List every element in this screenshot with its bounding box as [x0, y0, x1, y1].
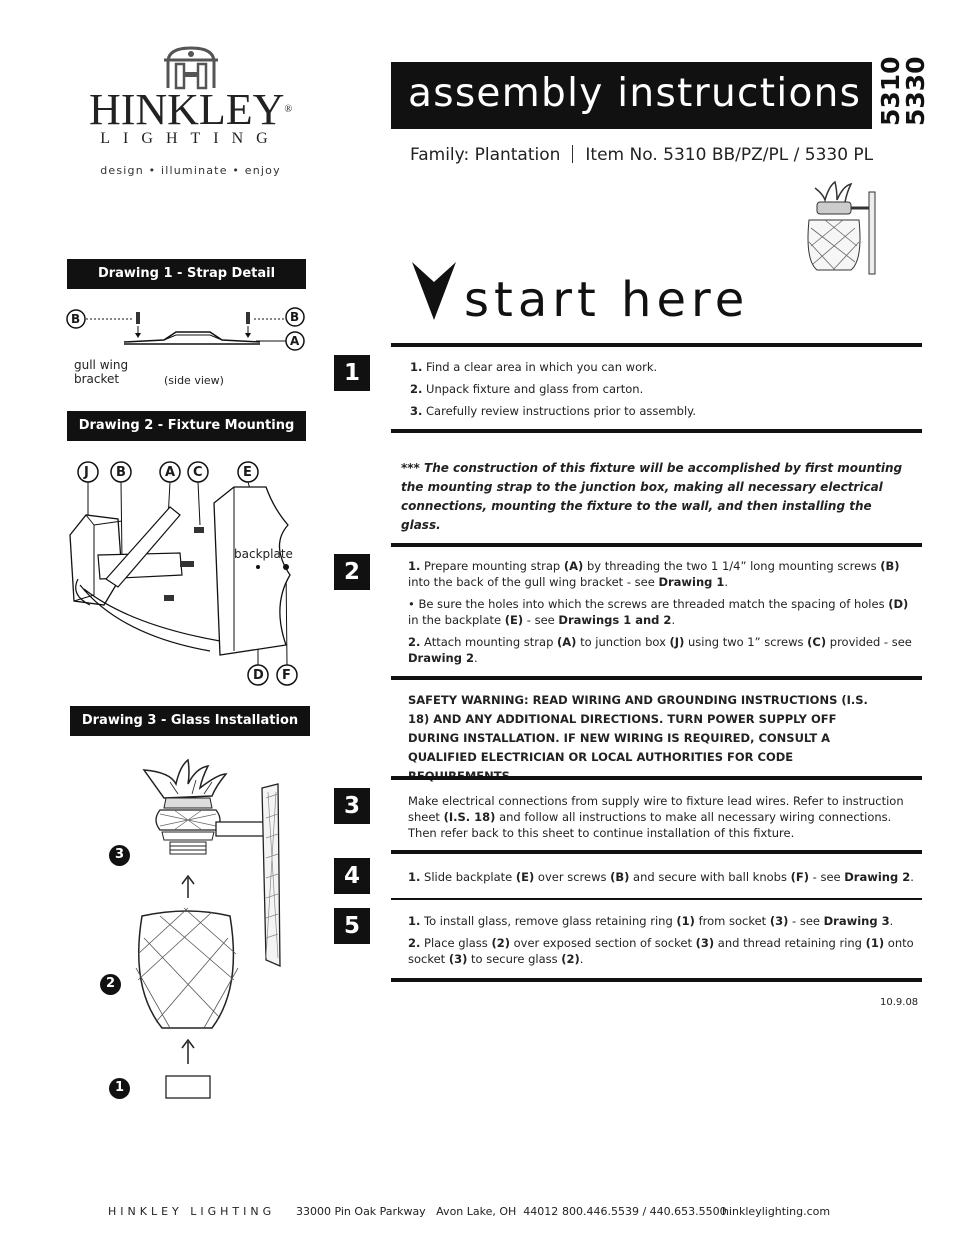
callout-e: E: [243, 465, 252, 480]
drawing-1-title: Drawing 1 - Strap Detail: [67, 259, 306, 289]
rule-4: [391, 676, 922, 680]
drawing-2-title: Drawing 2 - Fixture Mounting: [67, 411, 306, 441]
callout-1: 1: [115, 1080, 125, 1095]
drawing-3-title: Drawing 3 - Glass Installation: [70, 706, 310, 736]
logo-lighting: LIGHTING: [100, 130, 281, 147]
callout-3: 3: [115, 847, 125, 862]
callout-a: A: [165, 465, 176, 480]
rule-5: [391, 776, 922, 780]
construction-notice: *** The construction of this fixture will be accomplished by first mounting the mounting strap to the junction box, making all necessary electrical connections, mounting the fixture to the wall, and then installing the glass.: [401, 461, 903, 532]
callout-b-left: B: [71, 312, 81, 326]
footer-phone: 800.446.5539 / 440.653.5500: [562, 1205, 727, 1218]
start-arrow-icon: [412, 262, 458, 322]
rule-7: [391, 898, 922, 900]
rule-3: [391, 543, 922, 547]
step-3-badge: 3: [334, 788, 370, 824]
logo-tagline: design • illuminate • enjoy: [100, 164, 281, 177]
step-1-badge: 1: [334, 355, 370, 391]
callout-b-right: B: [290, 310, 300, 324]
step-2-badge: 2: [334, 554, 370, 590]
step-1-text: [410, 359, 910, 425]
family-name: Family: Plantation: [410, 145, 561, 165]
gull-wing-label: gull wing bracket: [74, 358, 129, 386]
footer-brand: HINKLEY LIGHTING: [108, 1205, 276, 1218]
drawing-2-fixture-mounting: [60, 455, 320, 691]
safety-warning: SAFETY WARNING: READ WIRING AND GROUNDING INSTRUCTIONS (I.S. 18) AND ANY ADDITIONAL DIRECTIONS. TURN POWER SUPPLY OFF DURING INSTALLATION. IF NEW WIRING IS REQUIRED, CONSULT A QUALIFIED ELECTRICIAN OR LOCAL AUTHORITIES FOR CODE: [408, 693, 868, 764]
item-no: Item No. 5310 BB/PZ/PL / 5330 PL: [585, 145, 874, 165]
step-2-para-1: 1. Prepare mounting strap (A) by threading the two 1 1/4” long mounting screws (B) into the back of the gull wing bracket - see Drawing 1.: [408, 559, 900, 589]
drawing-1-strap-detail: [60, 300, 320, 360]
backplate-label: backplate: [234, 547, 293, 561]
rule-2: [391, 429, 922, 433]
callout-j: J: [84, 465, 89, 480]
step-2-para-2: • Be sure the holes into which the screws are threaded match the spacing of holes (D) in the backplate (E) - see Drawings 1 and 2.: [408, 597, 909, 627]
drawing-3-glass-installation: [100, 758, 290, 1103]
rule-6: [391, 850, 922, 854]
callout-a: A: [290, 334, 300, 348]
page-title: assembly instructions: [408, 71, 862, 116]
step-5-text: [408, 913, 918, 973]
callout-b: B: [116, 465, 126, 480]
revision-date: 10.9.08: [880, 997, 919, 1008]
family-item-line: [410, 145, 873, 165]
step-5-para-2: 2. Place glass (2) over exposed section of socket (3) and thread retaining ring (1) onto socket (3) to secure glass (2).: [408, 936, 914, 966]
step-2-para-3: 2. Attach mounting strap (A) to junction box (J) using two 1” screws (C) provided - see Drawing 2.: [408, 635, 912, 665]
step-4-text: 1. Slide backplate (E) over screws (B) and secure with ball knobs (F) - see Drawing 2.: [408, 870, 914, 884]
callout-2: 2: [106, 976, 116, 991]
step-3-text: Make electrical connections from supply wire to fixture lead wires. Refer to instruction sheet (I.S. 18) and follow all instructions to make all necessary wiring connections. Then refer back to this sheet to continue installation of this fixture.: [408, 794, 904, 840]
footer-website[interactable]: hinkleylighting.com: [722, 1205, 831, 1218]
rule-1: [391, 343, 922, 347]
step-1-item: 1. Find a clear area in which you can work.: [410, 360, 658, 374]
step-2-text: [408, 558, 918, 672]
step-5-badge: 5: [334, 908, 370, 944]
footer-address: 33000 Pin Oak Parkway Avon Lake, OH 44012: [296, 1205, 559, 1218]
item-number-5330: 5330: [901, 56, 930, 126]
callout-d: D: [253, 668, 264, 683]
callout-f: F: [282, 668, 291, 683]
side-view-label: (side view): [164, 374, 224, 387]
step-4-badge: 4: [334, 858, 370, 894]
start-here-heading: start here: [464, 272, 750, 328]
rule-8: [391, 978, 922, 982]
step-1-item: 2. Unpack fixture and glass from carton.: [410, 382, 644, 396]
step-5-para-1: 1. To install glass, remove glass retaining ring (1) from socket (3) - see Drawing 3.: [408, 914, 894, 928]
logo-wordmark: HINKLEY®: [88, 85, 293, 134]
item-number-5310: 5310: [876, 56, 905, 126]
callout-c: C: [193, 465, 203, 480]
step-1-item: 3. Carefully review instructions prior to assembly.: [410, 404, 696, 418]
fixture-thumbnail: [795, 180, 885, 280]
